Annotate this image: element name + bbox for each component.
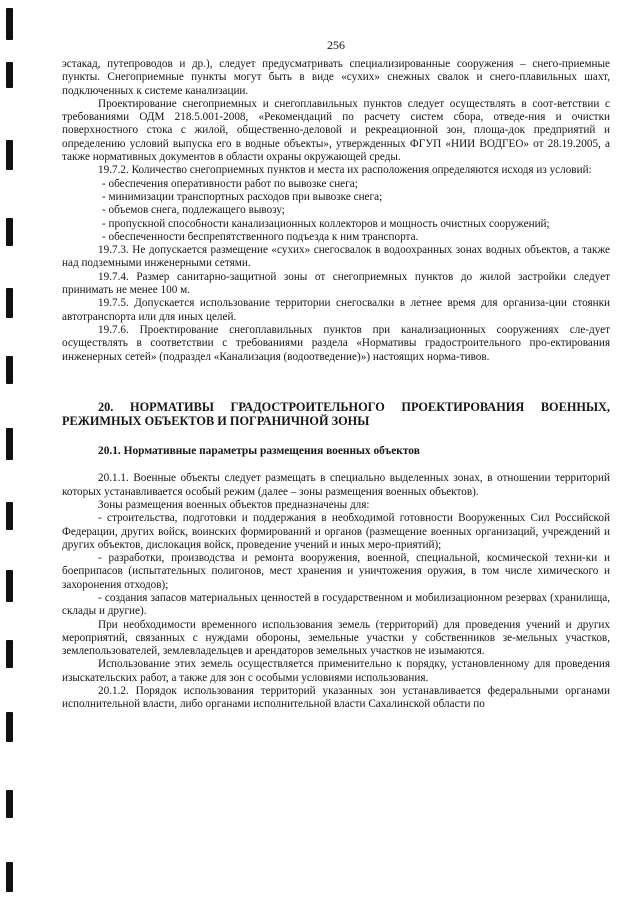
document-page [62, 38, 610, 712]
paragraph: 20.1.2. Порядок использования территорий указанных зон устанавливается федеральными органами исполнительной власти, либо органами исполнительной власти Сахалинской области по [62, 685, 610, 711]
page-number: 256 [327, 38, 345, 52]
paragraph: Проектирование снегоприемных и снегоплавильных пунктов следует осуществлять в соот-ветствии с требованиями ОДМ 218.5.001-2008, «Рекомендаций по расчету систем сбора, отведе-ния и очистки поверхностного стока с жилой, общественно-деловой и рекреационной зон, площа-док предприятий и определению условий выпуска его в водные объекты», утвержденных ФГУП «НИИ ВОДГЕО» от 28.19.2005, а также нормативных документов в области охраны окружающей среды. [62, 97, 610, 164]
list-item: - разработки, производства и ремонта вооружения, военной, специальной, космической техни-ки и боеприпасов (испытательных полигонов, мест хранения и уничтожения оружия, в том числе химического и захоронения отходов); [62, 552, 610, 591]
list-item: - создания запасов материальных ценностей в государственном и мобилизационном резервах (хранилища, склады и другие). [62, 592, 610, 618]
purposes-list [62, 512, 610, 618]
binder-mark [6, 356, 13, 384]
paragraph: Зоны размещения военных объектов предназначены для: [98, 498, 370, 511]
binder-mark [6, 502, 13, 530]
binder-mark [6, 62, 13, 88]
paragraph: 19.7.4. Размер санитарно-защитной зоны от снегоприемных пунктов до жилой застройки следует принимать не менее 100 м. [62, 270, 610, 297]
binder-mark [6, 712, 13, 742]
list-item: - строительства, подготовки и поддержания в необходимой готовности Вооруженных Сил Российской Федерации, других войск, воинских формирований и органов (размещение военных организаций, учреждений и других объектов, дислокация войск, проведение учений и иных меро-приятий); [62, 512, 610, 551]
binder-mark [6, 140, 13, 170]
paragraph: При необходимости временного использования земель (территорий) для проведения учений и других мероприятий, связанных с нуждами обороны, земельные участки у собственников зе-мельных участков, землепользователей, землевладельцев и арендаторов земельных участков не изымаются. [62, 618, 610, 658]
list-item: - объемов снега, подлежащего вывозу; [102, 204, 285, 217]
subsection-title: 20.1. Нормативные параметры размещения военных объектов [98, 444, 420, 457]
paragraph: 20.1.1. Военные объекты следует размещать в специально выделенных зонах, в отношении территорий которых устанавливается особый режим (далее – зоны размещения военных объектов). [62, 472, 610, 498]
binder-mark [6, 570, 13, 602]
paragraph: 19.7.2. Количество снегоприемных пунктов и места их расположения определяются исходя из условий: [98, 164, 592, 177]
binder-mark [6, 640, 13, 668]
section-gap [62, 364, 610, 400]
binder-mark [6, 862, 13, 892]
binder-mark [6, 288, 13, 318]
section-title: 20. НОРМАТИВЫ ГРАДОСТРОИТЕЛЬНОГО ПРОЕКТИРОВАНИЯ ВОЕННЫХ, РЕЖИМНЫХ ОБЪЕКТОВ И ПОГРАНИЧНОЙ ЗОНЫ [62, 399, 610, 429]
conditions-list [62, 178, 610, 244]
list-item: - обеспечения оперативности работ по вывозке снега; [102, 177, 358, 190]
paragraph: 19.7.5. Допускается использование территории снегосвалки в летнее время для организа-ции стоянки автотранспорта или для иных целей. [62, 297, 610, 323]
list-item: - минимизации транспортных расходов при вывозке снега; [102, 190, 383, 203]
list-item: - пропускной способности канализационных коллекторов и мощность очистных сооружений; [102, 217, 550, 230]
binder-mark [6, 428, 13, 460]
list-item: - обеспеченности беспрепятственного подъезда к ним транспорта. [102, 230, 419, 243]
paragraph: эстакад, путепроводов и др.), следует предусматривать специализированные сооружения – снего-приемные пункты. Снегоприемные пункты могут быть в виде «сухих» снежных свалок и снего-плавильных шахт, подключенных к системе канализации. [62, 58, 610, 97]
paragraph: 19.7.6. Проектирование снегоплавильных пунктов при канализационных сооружениях сле-дует осуществлять в соответствии с требованиями раздела «Нормативы градостроительного про-ектирования инженерных сетей» (подраздел «Канализация (водоотведение)») настоящих норма-тивов. [62, 323, 610, 363]
binder-marks [6, 0, 16, 905]
binder-mark [6, 8, 13, 40]
binder-mark [6, 790, 13, 818]
binder-mark [6, 218, 13, 246]
paragraph: Использование этих земель осуществляется применительно к порядку, установленному для проведения изыскательских работ, а также для зон с особыми условиями использования. [62, 658, 610, 684]
paragraph: 19.7.3. Не допускается размещение «сухих» снегосвалок в водоохранных зонах водных объектов, а также над подземными инженерными сетями. [62, 244, 610, 270]
